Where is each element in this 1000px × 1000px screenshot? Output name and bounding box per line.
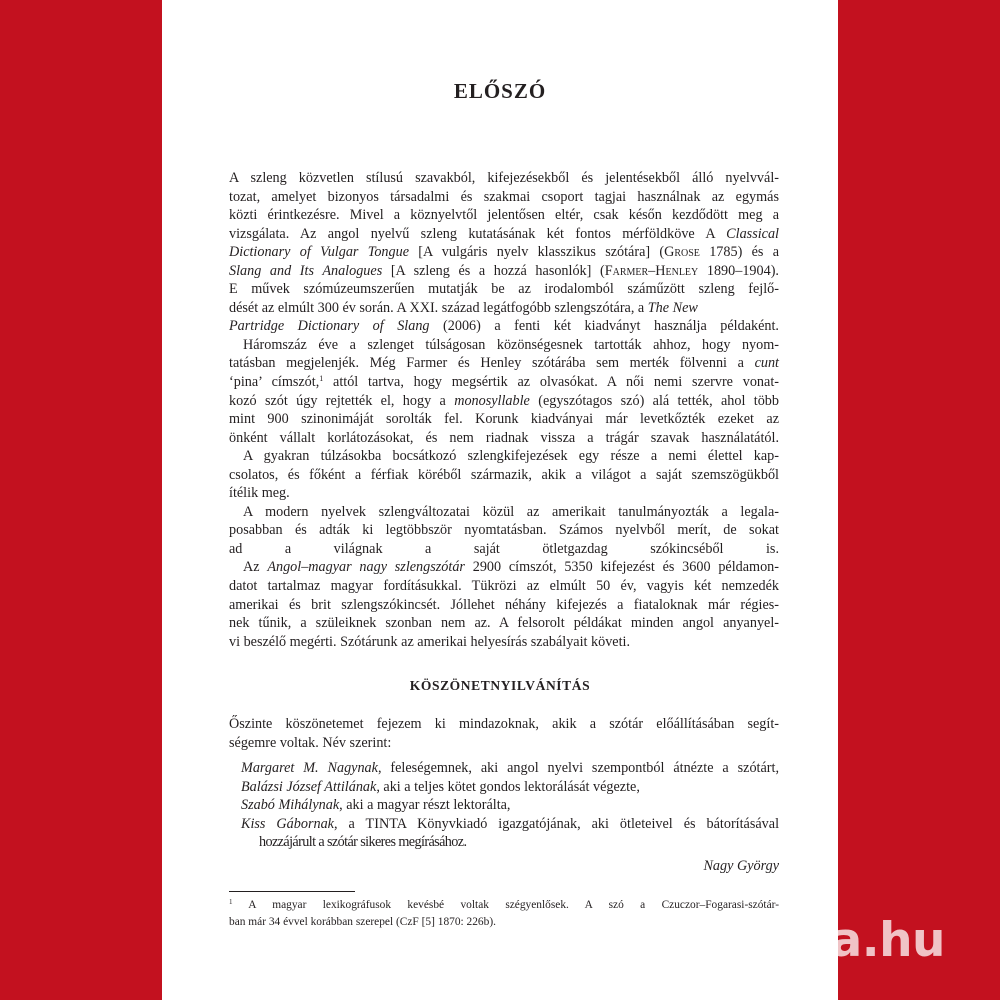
text-run: nek tűnik, a szüleiknek szonban nem az. A felsorolt példákat minden angol anyanyel- <box>229 615 779 632</box>
text-run: ban már 34 évvel korábban szerepel (CzF [5] 1870: 226b). <box>229 916 496 928</box>
text-run: 1890–1904). <box>698 262 779 279</box>
publisher-logo: tinta.hu <box>738 913 945 968</box>
text-line <box>229 373 779 392</box>
text-run: , aki a teljes kötet gondos lektorálását végezte, <box>376 778 640 795</box>
footnote-marker: 1 <box>319 374 324 384</box>
text-line <box>229 715 779 734</box>
text-line <box>229 503 779 522</box>
text-line <box>229 336 779 355</box>
text-run: Partridge Dictionary of Slang <box>229 318 430 335</box>
text-line <box>229 392 779 411</box>
text-run: Grose <box>664 244 700 261</box>
text-line <box>229 410 779 429</box>
text-run: hozzájárult a szótár sikeres megírásához. <box>259 834 467 851</box>
page <box>162 0 838 1000</box>
text-run: vizsgálata. Az angol nyelvű szleng kutatásának két fontos mérföldköve A <box>229 225 727 242</box>
text-line <box>229 447 779 466</box>
text-run: Szabó Mihálynak <box>241 797 340 814</box>
text-run: Farmer–Henley <box>604 262 699 279</box>
text-run: önként vállalt korlátozásokat, és nem riadnak vissza a trágár szavak használatától. <box>229 429 779 446</box>
text-run: tozat, amelyet bizonyos társadalmi és szakmai csoport tagjai használnak az egymás <box>229 188 779 205</box>
text-run: monosyllable <box>454 392 530 409</box>
text-line <box>241 815 779 834</box>
text-line <box>229 577 779 596</box>
text-line <box>229 614 779 633</box>
text-line <box>229 225 779 244</box>
text-run: Háromszáz éve a szlenget túlságosan közönségesnek tartották ahhoz, hogy nyom- <box>243 336 779 353</box>
footnote-marker: 1 <box>229 898 233 906</box>
text-run: mint 900 szinonimáját sorolták fel. Korunk kiadványai már levetkőzték ezeket az <box>229 411 779 428</box>
text-line <box>229 243 779 262</box>
text-line <box>229 540 779 559</box>
acknowledgements-names-list <box>241 759 779 852</box>
text-run: [A szleng és a hozzá hasonlók] ( <box>382 262 605 279</box>
text-run: ítélik meg. <box>229 485 290 502</box>
text-run: Classical <box>726 225 779 242</box>
text-run: cunt <box>754 355 779 372</box>
text-line <box>241 778 779 797</box>
text-line <box>241 759 779 778</box>
acknowledgements-heading: KÖSZÖNETNYILVÁNÍTÁS <box>409 678 591 693</box>
text-run: A szleng közvetlen stílusú szavakból, kifejezésekből és jelentésekből álló nyelvvál- <box>229 170 779 186</box>
text-run: kozó szót úgy rejtették el, hogy a <box>229 392 455 409</box>
text-run: Kiss Gábornak <box>241 815 334 832</box>
text-run: , a TINTA Könyvkiadó igazgatójának, aki ötleteivel és bátorításával <box>333 815 780 832</box>
page-title: ELŐSZÓ <box>453 79 547 103</box>
text-line <box>229 206 779 225</box>
text-run: amerikai és brit szlengszókincsét. Jóllehet néhány kifejezés a fiataloknak már régies- <box>229 596 779 613</box>
text-line <box>229 317 779 336</box>
text-run: E művek szómúzeumszerűen mutatják be az irodalomból száműzött szleng fejlő- <box>229 281 779 298</box>
text-run: attól tartva, hogy megsértik az olvasókat. A női nemi szervre vonat- <box>323 374 779 391</box>
text-run: Balázsi József Attilának <box>241 778 377 795</box>
text-run: , aki a magyar részt lektorálta, <box>339 797 511 814</box>
text-run: [A vulgáris nyelv klasszikus szótára] ( <box>409 244 665 261</box>
text-run: The New <box>647 299 698 316</box>
text-run: (2006) a fenti két kiadványt használja példaként. <box>429 318 779 335</box>
author-signature: Nagy György <box>703 858 779 874</box>
text-run: vi beszélő megérti. Szótárunk az amerikai helyesírás szabályait követi. <box>229 633 631 650</box>
text-run: közti érintkezésre. Mivel a köznyelvtől jelentősen eltér, csak későn kezdődött meg a <box>229 207 779 224</box>
text-run: Az <box>243 559 268 576</box>
text-run: datot tartalmaz magyar fordításukkal. Tükrözi az elmúlt 50 év, vagyis két nemzedék <box>229 578 779 595</box>
text-line <box>229 262 779 281</box>
foreword-text <box>229 169 779 651</box>
text-line <box>229 521 779 540</box>
text-run: Angol–magyar nagy szlengszótár <box>267 559 465 576</box>
text-run: Őszinte köszönetemet fejezem ki mindazoknak, akik a szótár előállításában segít- <box>229 716 779 732</box>
text-run: Dictionary of Vulgar Tongue <box>229 244 409 261</box>
text-line <box>229 558 779 577</box>
text-run: (egyszótagos szó) alá tették, ahol több <box>529 392 779 409</box>
text-line <box>229 897 779 914</box>
text-run: ségemre voltak. Név szerint: <box>229 734 392 751</box>
text-run: A magyar lexikográfusok kevésbé voltak szégyenlősek. A szó a Czuczor–Fogarasi-szótár- <box>232 899 779 911</box>
text-line <box>229 188 779 207</box>
text-run: Slang and Its Analogues <box>229 262 383 279</box>
text-run: , feleségemnek, aki angol nyelvi szempontból átnézte a szótárt, <box>377 760 779 776</box>
footnote-divider <box>229 891 355 892</box>
text-line <box>229 596 779 615</box>
acknowledgements-intro <box>229 715 779 752</box>
footnote <box>229 897 779 931</box>
text-run: A modern nyelvek szlengváltozatai közül az amerikait tanulmányozták a legala- <box>243 503 779 520</box>
text-line <box>229 354 779 373</box>
text-line <box>229 914 779 931</box>
text-run: ad a világnak a saját ötletgazdag szókincséből is. <box>229 540 779 557</box>
text-line <box>241 833 779 852</box>
text-line <box>229 169 779 188</box>
text-run: Margaret M. Nagynak <box>241 760 378 776</box>
text-line <box>241 796 779 815</box>
text-run: dését az elmúlt 300 év során. A XXI. század legátfogóbb szlengszótára, a <box>229 299 648 316</box>
text-line <box>229 280 779 299</box>
text-line <box>229 484 779 503</box>
text-run: A gyakran túlzásokba bocsátkozó szlengkifejezések egy része a nemi élettel kap- <box>243 448 779 465</box>
text-run: posabban és adták ki legtöbbször nyomtatásban. Számos nyelvből merít, de sokat <box>229 522 779 539</box>
text-line <box>229 429 779 448</box>
text-run: 1785) és a <box>699 244 780 261</box>
text-line <box>229 299 779 318</box>
text-run: 2900 címszót, 5350 kifejezést és 3600 példamon- <box>464 559 779 576</box>
text-run: csolatos, és főként a férfiak köréből származik, akik a világot a saját szemszögükből <box>229 466 779 483</box>
text-line <box>229 633 779 652</box>
text-line <box>229 734 779 753</box>
text-line <box>229 466 779 485</box>
text-run: tatásban megjelenjék. Még Farmer és Henley szótárába sem merték fölvenni a <box>229 355 755 372</box>
text-run: ‘pina’ címszót, <box>229 374 320 391</box>
